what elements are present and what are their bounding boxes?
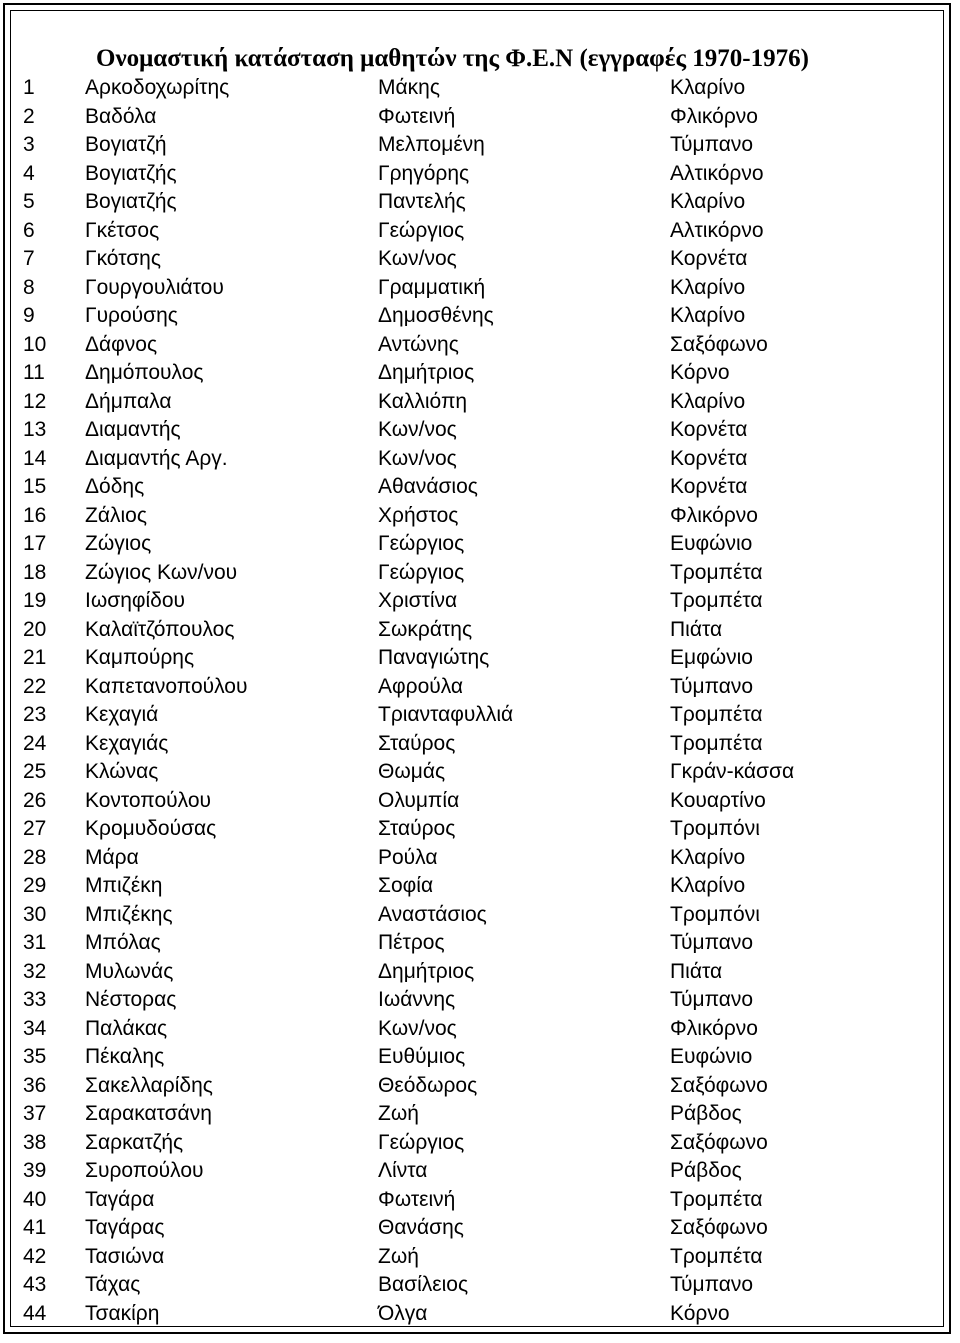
surname-cell: Τάχας: [85, 1273, 141, 1296]
first-name-cell: Ιωάννης: [378, 988, 456, 1011]
row-number: 6: [23, 218, 35, 242]
table-row: [0, 445, 940, 474]
first-name-cell: Σταύρος: [378, 817, 456, 840]
surname-cell: Μπιζέκης: [85, 902, 173, 926]
instrument-cell: Ράβδος: [670, 1159, 742, 1182]
row-number: 7: [23, 247, 35, 270]
row-number: 32: [23, 959, 47, 983]
instrument-cell: Κορνέτα: [670, 475, 748, 498]
row-number: 3: [23, 133, 35, 156]
surname-cell: Γκότσης: [85, 247, 161, 270]
surname-cell: Νέστορας: [85, 988, 177, 1011]
first-name-cell: Θεόδωρος: [378, 1073, 478, 1097]
instrument-cell: Κλαρίνο: [670, 190, 746, 213]
instrument-cell: Σαξόφωνο: [670, 1073, 768, 1097]
instrument-cell: Κλαρίνο: [670, 76, 746, 99]
instrument-cell: Πιάτα: [670, 959, 723, 983]
instrument-cell: Σαξόφωνο: [670, 1216, 768, 1239]
first-name-cell: Θανάσης: [378, 1216, 464, 1239]
table-row: [0, 1186, 940, 1215]
surname-cell: Ιωσηφίδου: [85, 589, 186, 612]
surname-cell: Αρκοδοχωρίτης: [85, 76, 230, 99]
table-row: [0, 188, 940, 217]
instrument-cell: Αλτικόρνο: [670, 218, 764, 242]
first-name-cell: Κων/νος: [378, 247, 457, 270]
surname-cell: Σακελλαρίδης: [85, 1073, 213, 1097]
first-name-cell: Καλλιόπη: [378, 389, 468, 413]
instrument-cell: Τρομπέτα: [670, 731, 763, 755]
first-name-cell: Φωτεινή: [378, 104, 456, 128]
surname-cell: Γουργουλιάτου: [85, 275, 224, 299]
table-row: [0, 1271, 940, 1300]
surname-cell: Μάρα: [85, 845, 139, 869]
table-row: [0, 388, 940, 417]
row-number: 14: [23, 446, 47, 470]
instrument-cell: Κλαρίνο: [670, 845, 746, 869]
surname-cell: Δόδης: [85, 475, 145, 498]
row-number: 31: [23, 931, 47, 954]
table-row: [0, 473, 940, 502]
row-number: 38: [23, 1130, 47, 1154]
table-row: [0, 1129, 940, 1158]
surname-cell: Τσακίρη: [85, 1301, 160, 1325]
table-row: [0, 331, 940, 360]
first-name-cell: Κων/νος: [378, 1016, 457, 1040]
row-number: 16: [23, 503, 47, 527]
first-name-cell: Κων/νος: [378, 446, 457, 470]
table-row: [0, 815, 940, 844]
surname-cell: Σαρακατσάνη: [85, 1102, 212, 1125]
first-name-cell: Ζωή: [378, 1244, 419, 1268]
row-number: 20: [23, 617, 47, 641]
table-row: [0, 530, 940, 559]
row-number: 5: [23, 190, 35, 213]
instrument-cell: Φλικόρνο: [670, 1016, 758, 1040]
surname-cell: Πέκαλης: [85, 1045, 165, 1068]
first-name-cell: Γεώργιος: [378, 560, 465, 584]
first-name-cell: Δημοσθένης: [378, 304, 494, 327]
row-number: 29: [23, 874, 47, 897]
row-number: 25: [23, 760, 47, 783]
first-name-cell: Χρήστος: [378, 503, 459, 527]
instrument-cell: Κόρνο: [670, 1301, 730, 1325]
row-number: 22: [23, 674, 47, 698]
row-number: 24: [23, 731, 47, 755]
surname-cell: Βαδόλα: [85, 104, 157, 128]
first-name-cell: Γεώργιος: [378, 532, 465, 555]
table-row: [0, 274, 940, 303]
first-name-cell: Ζωή: [378, 1102, 419, 1125]
instrument-cell: Ράβδος: [670, 1102, 742, 1125]
row-number: 13: [23, 418, 47, 441]
first-name-cell: Γραμματική: [378, 275, 486, 299]
row-number: 42: [23, 1244, 47, 1268]
table-row: [0, 416, 940, 445]
instrument-cell: Τύμπανο: [670, 1273, 754, 1296]
instrument-cell: Τρομπόνι: [670, 902, 760, 926]
surname-cell: Καμπούρης: [85, 646, 195, 669]
instrument-cell: Τύμπανο: [670, 988, 754, 1011]
first-name-cell: Γρηγόρης: [378, 161, 470, 185]
row-number: 33: [23, 988, 47, 1011]
table-row: [0, 701, 940, 730]
table-row: [0, 559, 940, 588]
table-row: [0, 1043, 940, 1072]
first-name-cell: Πέτρος: [378, 931, 445, 954]
row-number: 2: [23, 104, 35, 128]
surname-cell: Καλαϊτζόπουλος: [85, 617, 235, 641]
table-row: [0, 1015, 940, 1044]
surname-cell: Δήμπαλα: [85, 389, 172, 413]
row-number: 12: [23, 389, 47, 413]
instrument-cell: Κλαρίνο: [670, 275, 746, 299]
row-number: 26: [23, 788, 47, 812]
table-row: [0, 958, 940, 987]
instrument-cell: Τρομπέτα: [670, 560, 763, 584]
surname-cell: Ζώγιος: [85, 532, 152, 555]
row-number: 41: [23, 1216, 47, 1239]
table-row: [0, 673, 940, 702]
table-row: [0, 1300, 940, 1329]
surname-cell: Τασιώνα: [85, 1244, 165, 1268]
table-row: [0, 1214, 940, 1243]
instrument-cell: Τύμπανο: [670, 674, 754, 698]
instrument-cell: Τρομπέτα: [670, 703, 763, 726]
surname-cell: Γυρούσης: [85, 304, 178, 327]
table-row: [0, 74, 940, 103]
instrument-cell: Φλικόρνο: [670, 503, 758, 527]
instrument-cell: Φλικόρνο: [670, 104, 758, 128]
surname-cell: Μπιζέκη: [85, 874, 163, 897]
surname-cell: Κοντοπούλου: [85, 788, 212, 812]
first-name-cell: Κων/νος: [378, 418, 457, 441]
first-name-cell: Μάκης: [378, 76, 440, 99]
surname-cell: Κρομυδούσας: [85, 817, 217, 840]
instrument-cell: Κουαρτίνο: [670, 788, 766, 812]
surname-cell: Γκέτσος: [85, 218, 160, 242]
instrument-cell: Αλτικόρνο: [670, 161, 764, 185]
table-row: [0, 103, 940, 132]
instrument-cell: Κόρνο: [670, 361, 730, 384]
first-name-cell: Παντελής: [378, 190, 466, 213]
surname-cell: Σαρκατζής: [85, 1130, 184, 1154]
row-number: 40: [23, 1187, 47, 1211]
surname-cell: Δημόπουλος: [85, 361, 204, 384]
table-row: [0, 302, 940, 331]
instrument-cell: Τύμπανο: [670, 931, 754, 954]
row-number: 11: [23, 361, 45, 384]
instrument-cell: Σαξόφωνο: [670, 1130, 768, 1154]
table-row: [0, 217, 940, 246]
instrument-cell: Γκράν-κάσσα: [670, 760, 795, 783]
instrument-cell: Κλαρίνο: [670, 304, 746, 327]
table-row: [0, 587, 940, 616]
first-name-cell: Θωμάς: [378, 760, 446, 783]
first-name-cell: Ολυμπία: [378, 788, 460, 812]
surname-cell: Κεχαγιά: [85, 703, 159, 726]
row-number: 27: [23, 817, 47, 840]
instrument-cell: Τρομπέτα: [670, 1244, 763, 1268]
instrument-cell: Ευφώνιο: [670, 1045, 753, 1068]
instrument-cell: Τρομπέτα: [670, 1187, 763, 1211]
row-number: 19: [23, 589, 47, 612]
first-name-cell: Γεώργιος: [378, 1130, 465, 1154]
first-name-cell: Λίντα: [378, 1159, 428, 1182]
table-row: [0, 872, 940, 901]
surname-cell: Διαμαντής: [85, 418, 181, 441]
first-name-cell: Βασίλειος: [378, 1273, 469, 1296]
row-number: 10: [23, 332, 47, 356]
table-row: [0, 1072, 940, 1101]
row-number: 23: [23, 703, 47, 726]
table-row: [0, 929, 940, 958]
row-number: 37: [23, 1102, 47, 1125]
first-name-cell: Σοφία: [378, 874, 434, 897]
instrument-cell: Τρομπόνι: [670, 817, 760, 840]
instrument-cell: Ευφώνιο: [670, 532, 753, 555]
surname-cell: Ταγάρα: [85, 1187, 155, 1211]
surname-cell: Παλάκας: [85, 1016, 168, 1040]
row-number: 28: [23, 845, 47, 869]
surname-cell: Ζάλιος: [85, 503, 147, 527]
first-name-cell: Δημήτριος: [378, 361, 475, 384]
first-name-cell: Δημήτριος: [378, 959, 475, 983]
surname-cell: Βογιατζής: [85, 161, 177, 185]
first-name-cell: Όλγα: [378, 1301, 428, 1325]
surname-cell: Μυλωνάς: [85, 959, 174, 983]
instrument-cell: Τρομπέτα: [670, 589, 763, 612]
surname-cell: Ζώγιος Κων/νου: [85, 560, 238, 584]
student-list: [0, 74, 940, 1328]
table-row: [0, 502, 940, 531]
first-name-cell: Αφρούλα: [378, 674, 464, 698]
surname-cell: Βογιατζής: [85, 190, 177, 213]
instrument-cell: Κλαρίνο: [670, 874, 746, 897]
first-name-cell: Γεώργιος: [378, 218, 465, 242]
table-row: [0, 844, 940, 873]
row-number: 18: [23, 560, 47, 584]
table-row: [0, 245, 940, 274]
surname-cell: Δάφνος: [85, 332, 158, 356]
first-name-cell: Τριανταφυλλιά: [378, 703, 514, 726]
first-name-cell: Ευθύμιος: [378, 1045, 466, 1068]
instrument-cell: Εμφώνιο: [670, 646, 753, 669]
row-number: 36: [23, 1073, 47, 1097]
first-name-cell: Μελπομένη: [378, 133, 485, 156]
surname-cell: Συροπούλου: [85, 1159, 204, 1182]
surname-cell: Μπόλας: [85, 931, 161, 954]
row-number: 17: [23, 532, 47, 555]
row-number: 15: [23, 475, 47, 498]
first-name-cell: Παναγιώτης: [378, 646, 490, 669]
surname-cell: Ταγάρας: [85, 1216, 165, 1239]
first-name-cell: Ρούλα: [378, 845, 438, 869]
table-row: [0, 758, 940, 787]
instrument-cell: Κλαρίνο: [670, 389, 746, 413]
row-number: 43: [23, 1273, 47, 1296]
row-number: 39: [23, 1159, 47, 1182]
table-row: [0, 616, 940, 645]
table-row: [0, 787, 940, 816]
table-row: [0, 1243, 940, 1272]
table-row: [0, 986, 940, 1015]
surname-cell: Κεχαγιάς: [85, 731, 169, 755]
table-row: [0, 1157, 940, 1186]
document-title: Ονομαστική κατάσταση μαθητών της Φ.Ε.Ν (εγγραφές 1970-1976): [96, 45, 809, 72]
first-name-cell: Σωκράτης: [378, 617, 473, 641]
first-name-cell: Φωτεινή: [378, 1187, 456, 1211]
instrument-cell: Πιάτα: [670, 617, 723, 641]
instrument-cell: Σαξόφωνο: [670, 332, 768, 356]
table-row: [0, 730, 940, 759]
surname-cell: Κλώνας: [85, 760, 159, 783]
row-number: 35: [23, 1045, 47, 1068]
row-number: 1: [23, 76, 35, 99]
instrument-cell: Κορνέτα: [670, 418, 748, 441]
row-number: 21: [23, 646, 47, 669]
row-number: 30: [23, 902, 47, 926]
instrument-cell: Κορνέτα: [670, 446, 748, 470]
first-name-cell: Αναστάσιος: [378, 902, 487, 926]
surname-cell: Καπετανοπούλου: [85, 674, 248, 698]
row-number: 4: [23, 161, 35, 185]
table-row: [0, 1100, 940, 1129]
first-name-cell: Αντώνης: [378, 332, 459, 356]
row-number: 8: [23, 275, 35, 299]
table-row: [0, 160, 940, 189]
table-row: [0, 644, 940, 673]
table-row: [0, 359, 940, 388]
row-number: 9: [23, 304, 35, 327]
row-number: 44: [23, 1301, 47, 1325]
instrument-cell: Τύμπανο: [670, 133, 754, 156]
instrument-cell: Κορνέτα: [670, 247, 748, 270]
table-row: [0, 901, 940, 930]
first-name-cell: Χριστίνα: [378, 589, 458, 612]
first-name-cell: Σταύρος: [378, 731, 456, 755]
surname-cell: Διαμαντής Αργ.: [85, 446, 228, 470]
table-row: [0, 131, 940, 160]
first-name-cell: Αθανάσιος: [378, 475, 478, 498]
row-number: 34: [23, 1016, 47, 1040]
surname-cell: Βογιατζή: [85, 133, 167, 156]
